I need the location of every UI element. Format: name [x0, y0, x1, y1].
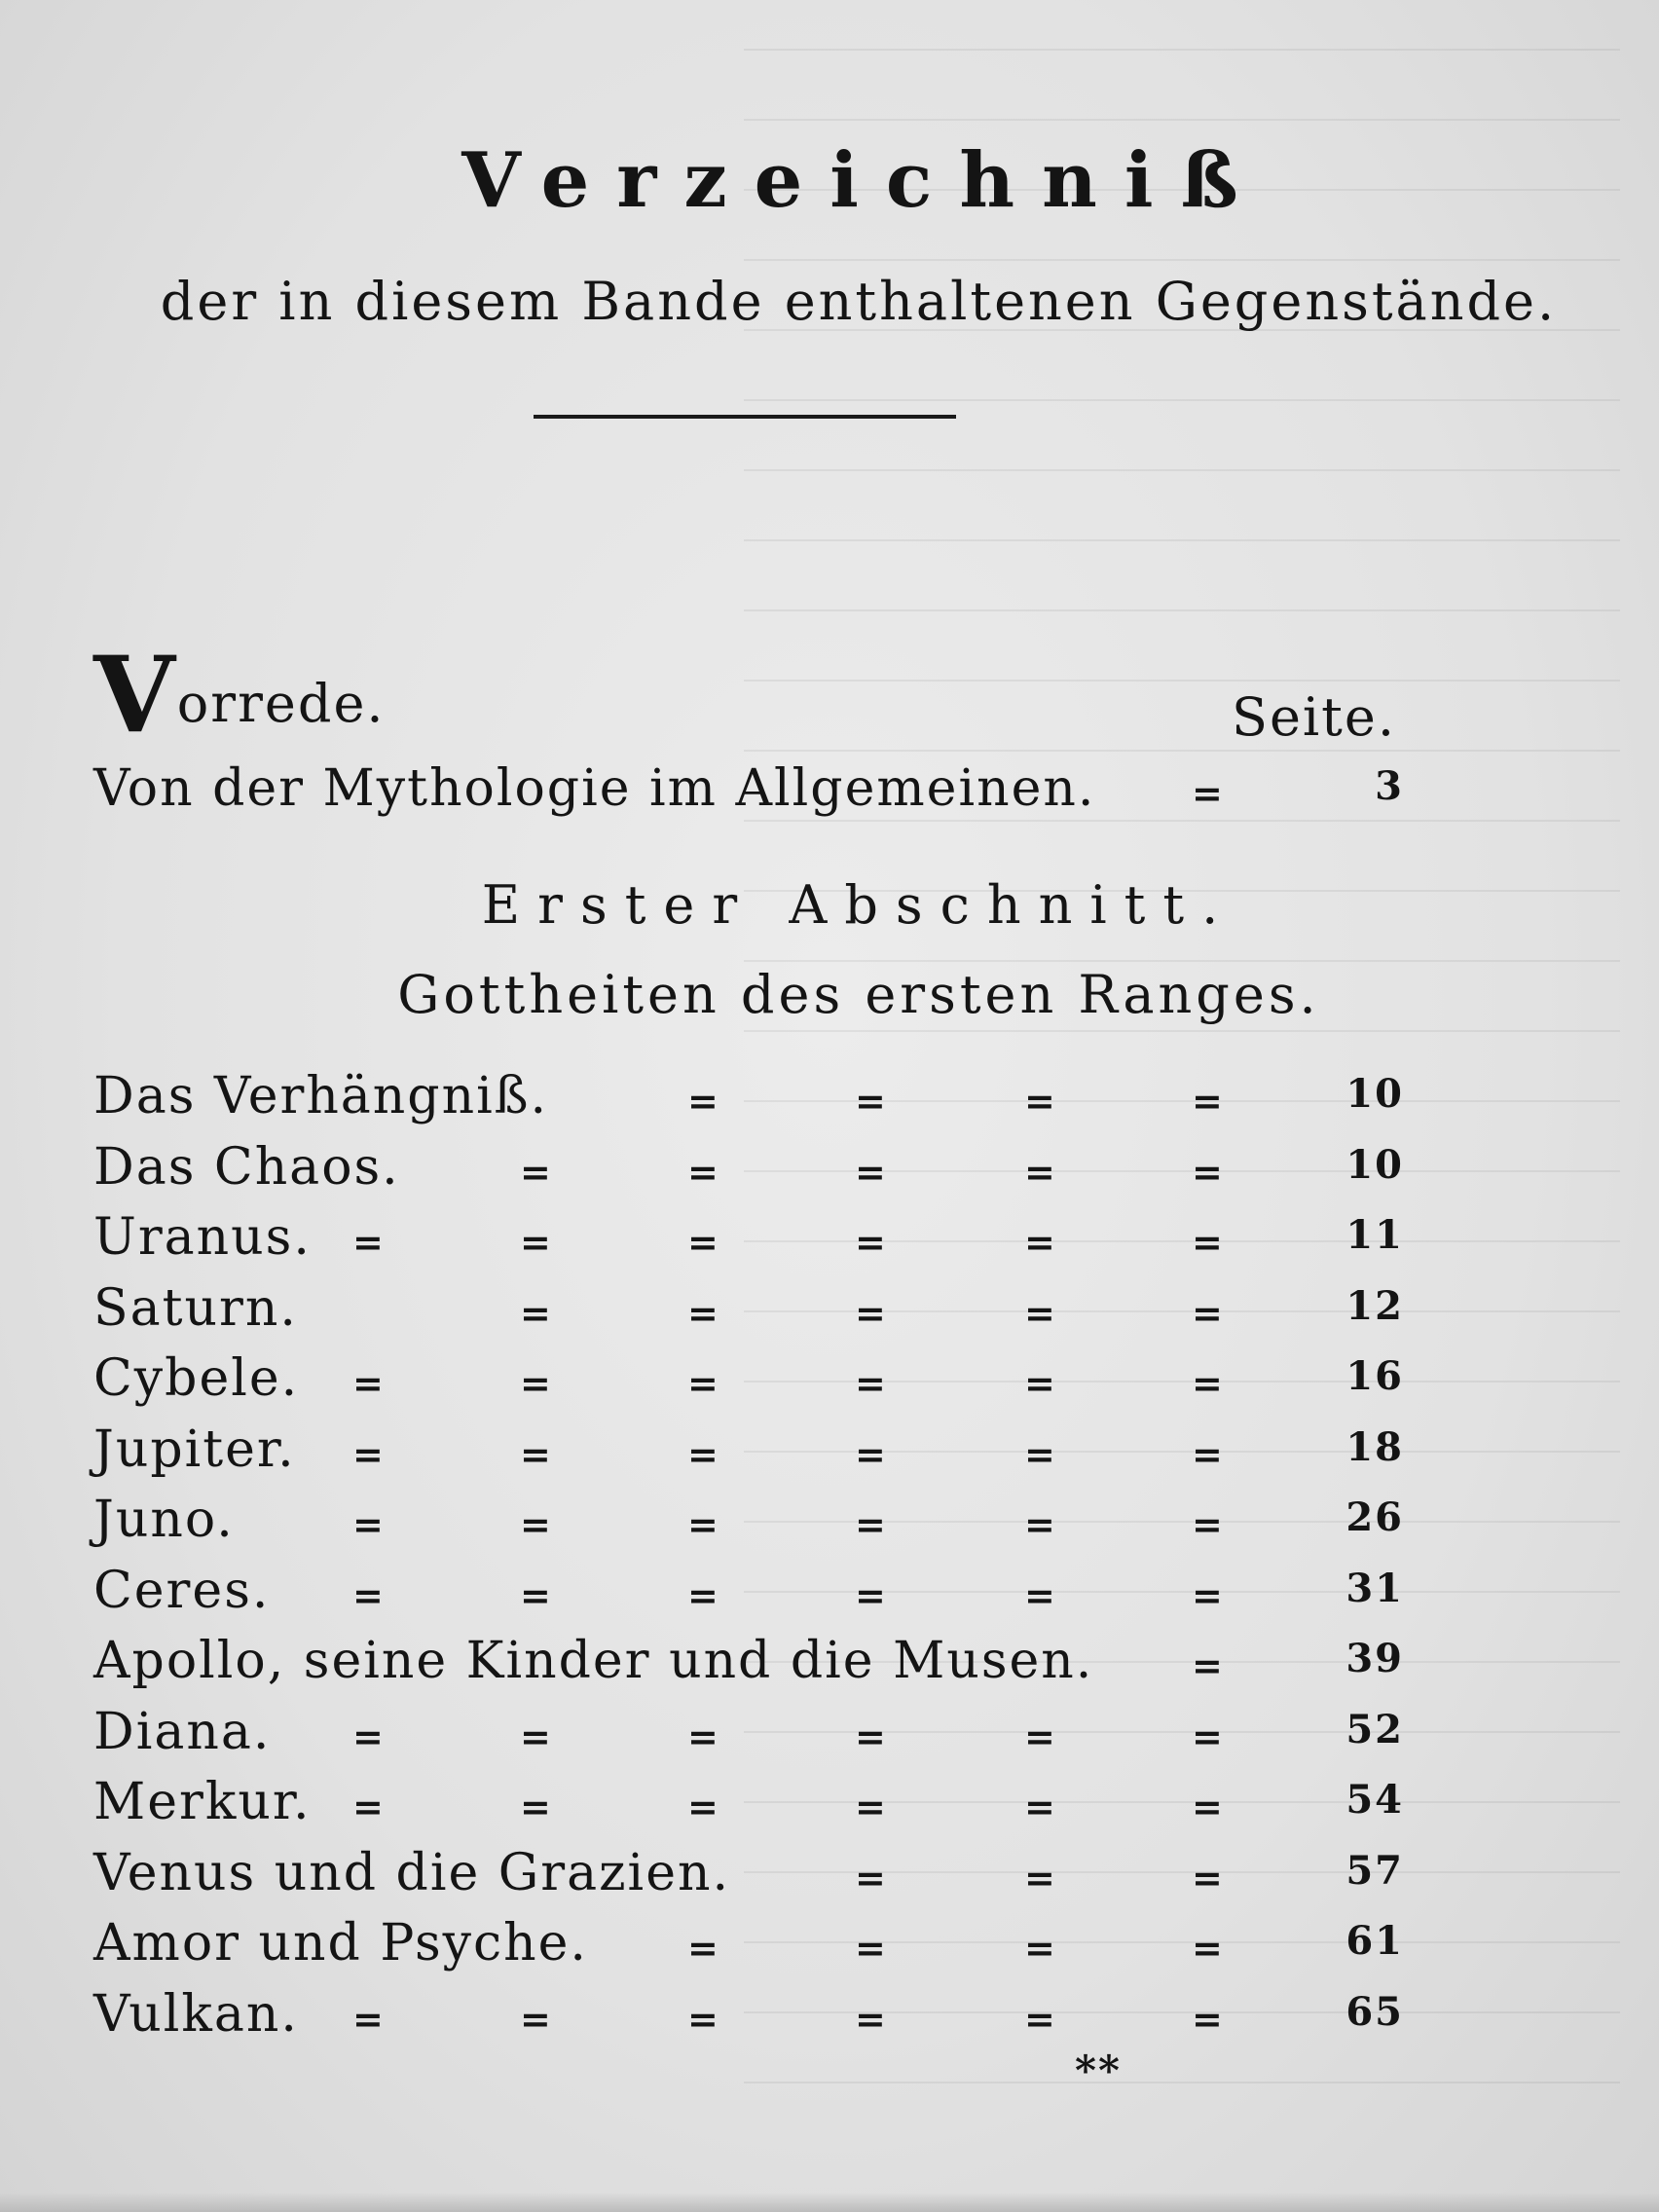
- toc-entry-page: 52: [1346, 1706, 1404, 1752]
- leader-dot: =: [1192, 1431, 1225, 1476]
- toc-entry-label: Venus und die Grazien.: [93, 1843, 730, 1902]
- leader-dot: =: [1192, 1290, 1225, 1335]
- leader-dot: =: [1024, 1926, 1057, 1970]
- toc-entry-page: 39: [1346, 1636, 1404, 1681]
- leader-dot: =: [520, 1785, 553, 1828]
- toc-entry-label: Das Verhängniß.: [93, 1067, 548, 1125]
- leader-dot: =: [1024, 1361, 1057, 1405]
- leader-dot: =: [687, 1926, 720, 1970]
- leader-dot: =: [687, 1431, 720, 1476]
- toc-entry-label: Ceres.: [93, 1561, 271, 1620]
- leader-dot: =: [855, 1855, 888, 1899]
- leader-dot: =: [520, 1572, 553, 1617]
- leader-dot: =: [1192, 1996, 1225, 2041]
- leader-dot: =: [855, 1220, 888, 1264]
- leader-dot: =: [855, 1290, 888, 1335]
- leader-dot: =: [352, 1996, 386, 2041]
- leader-dot: =: [520, 1714, 553, 1758]
- toc-entry-page: 10: [1346, 1071, 1404, 1117]
- leader-dot: =: [352, 1431, 386, 1476]
- leader-dot: =: [687, 1079, 720, 1123]
- leader-dot: =: [1192, 1361, 1225, 1405]
- toc-entry-page: 31: [1346, 1565, 1404, 1611]
- toc-entry[interactable]: [93, 1067, 1404, 1133]
- leader-dot: =: [1024, 1502, 1057, 1546]
- leader-dot: =: [352, 1572, 386, 1617]
- title-divider: [534, 415, 956, 419]
- toc-entry-label: Apollo, seine Kinder und die Musen.: [93, 1632, 1094, 1690]
- leader-dot: =: [352, 1502, 386, 1546]
- toc-entry-label: Jupiter.: [93, 1419, 296, 1479]
- toc-entry-page: 10: [1346, 1141, 1404, 1188]
- leader-dot: =: [520, 1290, 553, 1335]
- toc-entry[interactable]: [93, 1491, 1404, 1557]
- leader-dot: =: [1024, 1220, 1057, 1264]
- leader-dot: =: [687, 1714, 720, 1758]
- leader-dot: =: [855, 1926, 888, 1970]
- toc-entry-label: Von der Mythologie im Allgemeinen.: [93, 759, 1096, 818]
- leader-dot: =: [1192, 1643, 1225, 1687]
- leader-dot: =: [1024, 1714, 1057, 1758]
- section-subheading: Gottheiten des ersten Ranges.: [397, 964, 1320, 1025]
- leader-dot: =: [855, 1785, 888, 1828]
- toc-entry[interactable]: [93, 1773, 1404, 1839]
- leader-dot: =: [687, 1361, 720, 1405]
- toc-entry[interactable]: [93, 1985, 1404, 2051]
- leader-dot: =: [855, 1431, 888, 1476]
- leader-dot: =: [352, 1220, 386, 1264]
- toc-entry[interactable]: [93, 1279, 1404, 1346]
- leader-dot: =: [1024, 1785, 1057, 1828]
- leader-dot: =: [687, 1572, 720, 1617]
- toc-entry-page: 61: [1346, 1918, 1404, 1964]
- leader-dot: =: [1192, 1714, 1225, 1758]
- toc-entry-page: 3: [1375, 763, 1404, 809]
- vorrede-initial: V: [93, 634, 177, 756]
- leader-dot: =: [1192, 1149, 1225, 1194]
- toc-entry-label: Vulkan.: [93, 1984, 299, 2044]
- leader-dot: =: [1192, 1079, 1225, 1123]
- leader-dot: =: [520, 1361, 553, 1405]
- leader-dot: =: [352, 1361, 386, 1405]
- leader-dot: =: [855, 1714, 888, 1758]
- leader-dot: =: [855, 1361, 888, 1405]
- leader-dot: =: [520, 1431, 553, 1476]
- toc-entry-page: 16: [1346, 1353, 1404, 1399]
- leader-dot: =: [1192, 771, 1225, 815]
- toc-entry-label: Juno.: [93, 1491, 235, 1549]
- leader-dot: =: [520, 1502, 553, 1546]
- toc-entry[interactable]: [93, 1562, 1404, 1628]
- leader-dot: =: [687, 1502, 720, 1546]
- vorrede-rest: orrede.: [176, 673, 386, 734]
- leader-dot: =: [1192, 1926, 1225, 1970]
- leader-dot: =: [855, 1149, 888, 1194]
- leader-dot: =: [1024, 1572, 1057, 1617]
- toc-entry[interactable]: [93, 1844, 1404, 1910]
- leader-dot: =: [1192, 1855, 1225, 1899]
- leader-dot: =: [1024, 1149, 1057, 1194]
- toc-entry-page: 11: [1346, 1212, 1404, 1258]
- leader-dot: =: [1024, 1996, 1057, 2041]
- toc-entry-page: 18: [1346, 1423, 1404, 1470]
- leader-dot: =: [687, 1290, 720, 1335]
- leader-dot: =: [352, 1714, 386, 1758]
- toc-entry-page: 57: [1346, 1847, 1404, 1894]
- leader-dot: =: [1192, 1220, 1225, 1264]
- leader-dot: =: [1024, 1431, 1057, 1476]
- page-subtitle: der in diesem Bande enthaltenen Gegenstände.: [160, 271, 1558, 332]
- section-heading: Erster Abschnitt.: [481, 874, 1236, 936]
- toc-entry-label: Merkur.: [93, 1773, 312, 1831]
- page-edge: [0, 2193, 1659, 2212]
- leader-dot: =: [687, 1785, 720, 1828]
- toc-entry-label: Amor und Psyche.: [93, 1914, 588, 1972]
- toc-entry-label: Das Chaos.: [93, 1137, 400, 1197]
- leader-dot: =: [520, 1149, 553, 1194]
- leader-dot: =: [352, 1785, 386, 1828]
- leader-dot: =: [687, 1996, 720, 2041]
- leader-dot: =: [687, 1220, 720, 1264]
- toc-entry-page: 54: [1346, 1777, 1404, 1823]
- leader-dot: =: [687, 1149, 720, 1194]
- toc-entry[interactable]: [93, 1703, 1404, 1769]
- toc-entry[interactable]: [93, 1914, 1404, 1980]
- toc-entry-intro[interactable]: [93, 759, 1404, 826]
- leader-dot: =: [855, 1572, 888, 1617]
- toc-entry-label: Uranus.: [93, 1208, 312, 1267]
- toc-entry-page: 12: [1346, 1282, 1404, 1329]
- toc-entry-page: 65: [1346, 1988, 1404, 2035]
- leader-dot: =: [1024, 1855, 1057, 1899]
- toc-entry[interactable]: [93, 1208, 1404, 1274]
- leader-dot: =: [855, 1996, 888, 2041]
- page-title: Verzeichniß: [461, 136, 1266, 225]
- leader-dot: =: [1024, 1079, 1057, 1123]
- toc-entry[interactable]: [93, 1138, 1404, 1204]
- leader-dot: =: [1192, 1502, 1225, 1546]
- leader-dot: =: [1192, 1785, 1225, 1828]
- toc-entry[interactable]: [93, 1632, 1404, 1698]
- leader-dot: =: [855, 1502, 888, 1546]
- toc-entry[interactable]: [93, 1349, 1404, 1416]
- toc-entry-label: Diana.: [93, 1702, 272, 1761]
- toc-entry-label: Saturn.: [93, 1278, 298, 1338]
- vorrede-heading: [93, 634, 386, 756]
- toc-entry-page: 26: [1346, 1494, 1404, 1540]
- leader-dot: =: [520, 1996, 553, 2041]
- toc-entry[interactable]: [93, 1420, 1404, 1487]
- leader-dot: =: [855, 1079, 888, 1123]
- seite-label: Seite.: [1231, 686, 1396, 748]
- signature-mark: **: [1075, 2046, 1122, 2094]
- leader-dot: =: [1192, 1572, 1225, 1617]
- leader-dot: =: [520, 1220, 553, 1264]
- leader-dot: =: [1024, 1290, 1057, 1335]
- toc-entry-label: Cybele.: [93, 1349, 300, 1408]
